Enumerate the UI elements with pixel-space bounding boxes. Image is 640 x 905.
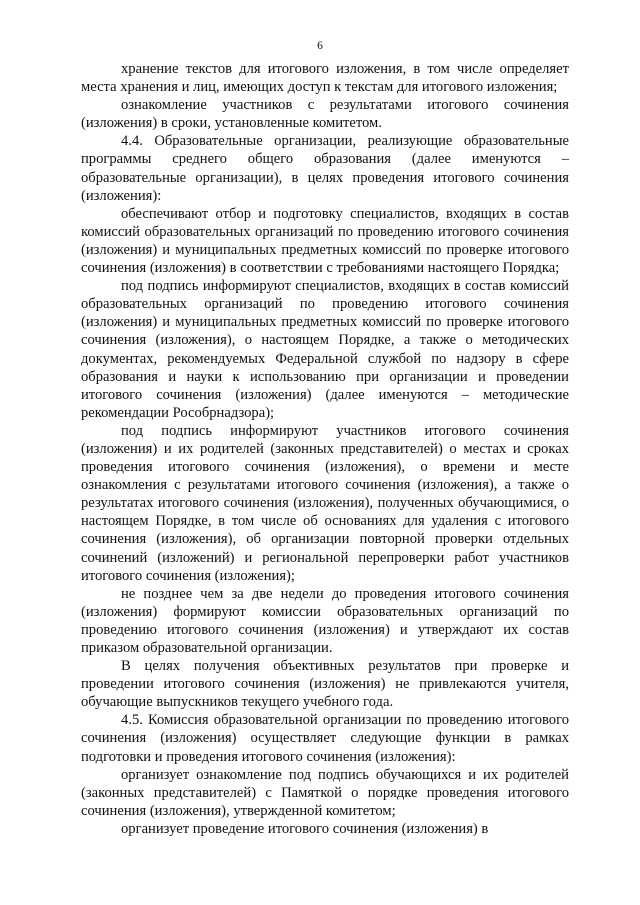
paragraph-storage-of-texts: хранение текстов для итогового изложения, в том числе определяет места хранения и лиц, имеющих доступ к текстам для итогового изложения;	[81, 61, 569, 96]
paragraph-commission-formation: не позднее чем за две недели до проведения итогового сочинения (изложения) формируют комиссии образовательных организаций по проведению итогового сочинения (изложения) и утверждают их состав приказом образовательной организации.	[81, 585, 569, 656]
paragraph-section-4-4: 4.4. Образовательные организации, реализующие образовательные программы среднего общего образования (далее именуются – образовательные организации), в целях проведения итогового сочинения (изложения):	[81, 133, 569, 204]
page-number: 6	[317, 40, 323, 52]
paragraph-teacher-exclusion: В целях получения объективных результатов при проверке и проведении итогового сочинения (изложения) не привлекаются учителя, обучающие выпускников текущего учебного года.	[81, 658, 569, 711]
paragraph-organization-of-essay: организует проведение итогового сочинения (изложения) в	[121, 820, 489, 837]
paragraph-participant-informing: под подпись информируют участников итогового сочинения (изложения) и их родителей (законных представителей) о местах и сроках проведения итогового сочинения (изложения), о времени и месте ознакомления с результатами итогового сочинения (изложения), а также о результатах итогового сочинения (изложения), полученных обучающимися, о настоящем Порядке, в том числе об основаниях для удаления с итогового сочинения (изложения), об организации повторной проверки отдельных сочинений (изложений) и региональной перепроверки работ участников итогового сочинения (изложения);	[81, 422, 569, 584]
paragraph-memo-familiarization: организует ознакомление под подпись обучающихся и их родителей (законных представителей) с Памяткой о порядке проведения итогового сочинения (изложения), утвержденной комитетом;	[81, 766, 569, 819]
paragraph-section-4-5: 4.5. Комиссия образовательной организации по проведению итогового сочинения (изложения) осуществляет следующие функции в рамках подготовки и проведения итогового сочинения (изложения):	[81, 712, 569, 765]
paragraph-results-familiarization: ознакомление участников с результатами итогового сочинения (изложения) в сроки, установленные комитетом.	[81, 97, 569, 132]
paragraph-specialist-informing: под подпись информируют специалистов, входящих в состав комиссий образовательных организаций по проведению итогового сочинения (изложения) и муниципальных предметных комиссий по проверке итогового сочинения (изложения), о настоящем Порядке, а также о методических документах, рекомендуемых Федеральной службой по надзору в сфере образования и науки к использованию при организации и проведении итогового сочинения (изложения) (далее именуются – методические рекомендации Рособрнадзора);	[81, 278, 569, 421]
paragraph-specialist-selection: обеспечивают отбор и подготовку специалистов, входящих в состав комиссий образовательных организаций по проведению итогового сочинения (изложения) и муниципальных предметных комиссий по проверке итогового сочинения (изложения) в соответствии с требованиями настоящего Порядка;	[81, 205, 569, 277]
document-body	[81, 60, 569, 838]
